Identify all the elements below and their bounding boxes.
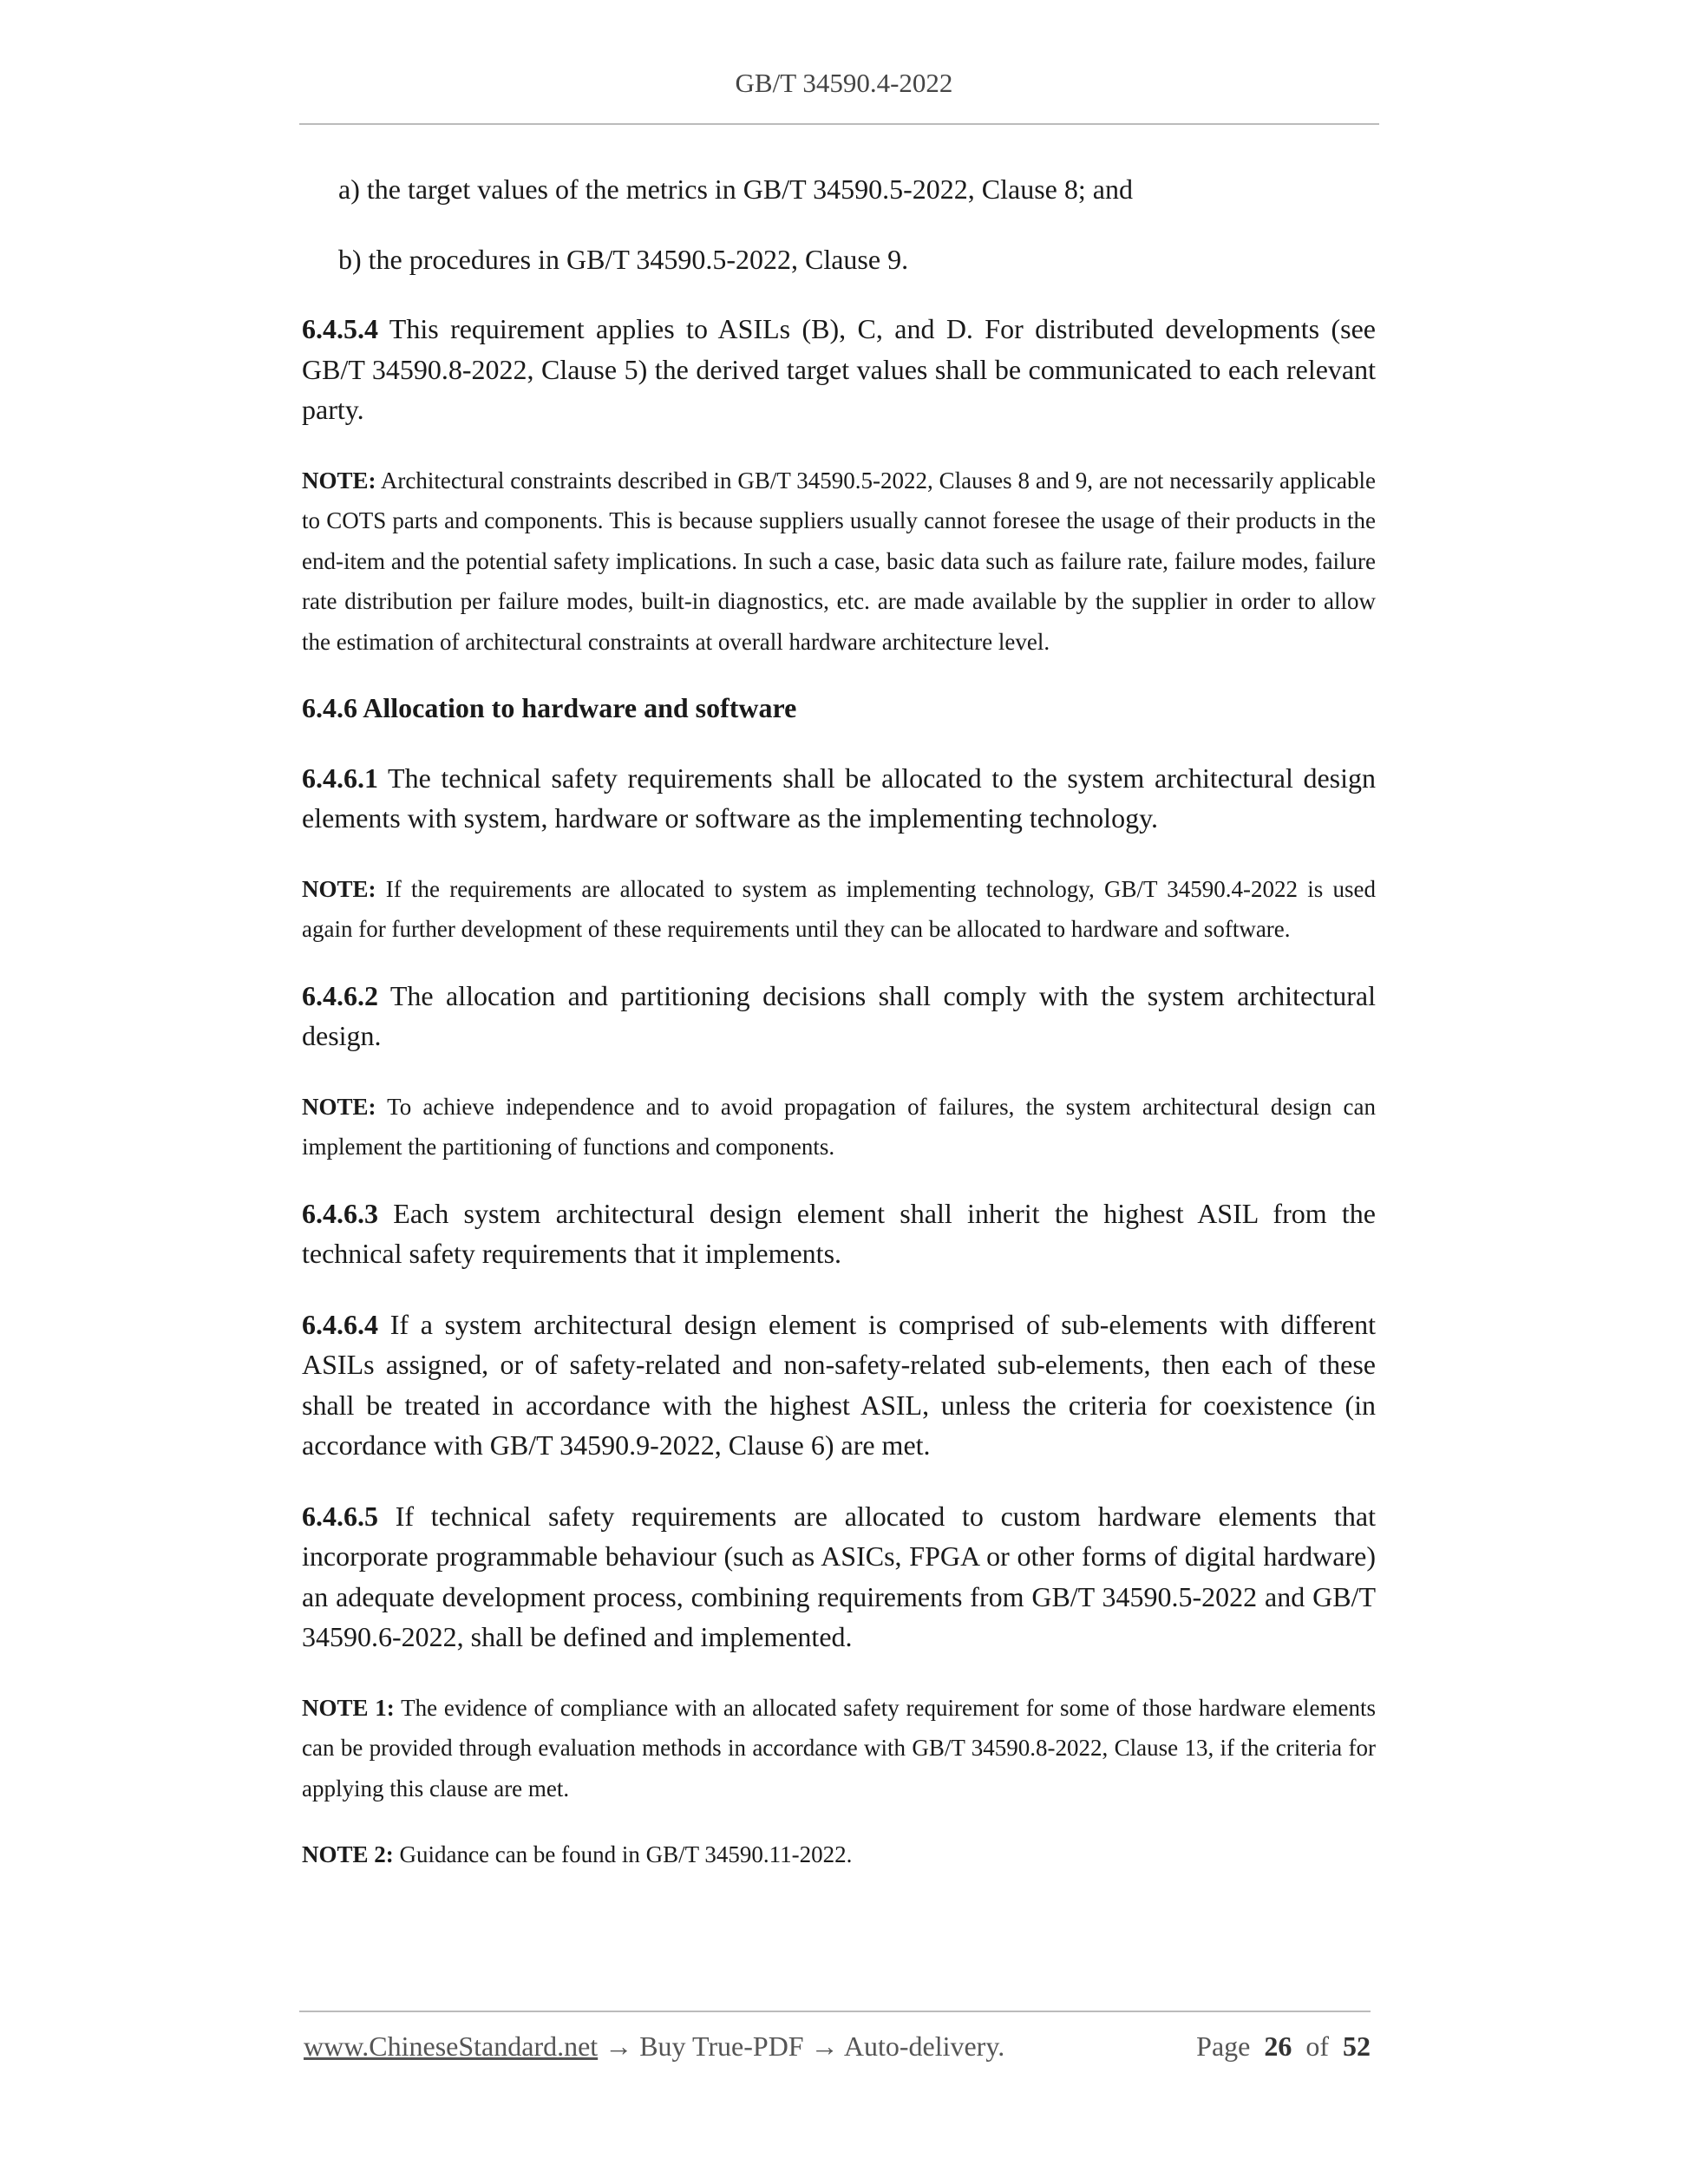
note-label: NOTE: <box>302 875 376 902</box>
note-allocated-to-system <box>302 869 1376 950</box>
note-text: To achieve independence and to avoid propagation of failures, the system architectural design can implement the partitioning of functions and components. <box>302 1093 1376 1160</box>
list-item-b: b) the procedures in GB/T 34590.5-2022, Clause 9. <box>338 243 909 275</box>
clause-text: If technical safety requirements are allocated to custom hardware elements that incorporate programmable behaviour (such as ASICs, FPGA or other forms of digital hardware) an adequate development process, combining requirements from GB/T 34590.5-2022 and GB/T 34590.6-2022, shall be defined and implemented. <box>302 1500 1376 1652</box>
note-label: NOTE: <box>302 467 376 494</box>
page-content <box>302 169 1376 1901</box>
footer-promo <box>304 2030 1004 2063</box>
note-architectural-constraints <box>302 461 1376 663</box>
clause-text: The technical safety requirements shall be allocated to the system architectural design elements with system, hardware or software as the implementing technology. <box>302 762 1376 834</box>
clause-6-4-5-4 <box>302 309 1376 430</box>
clause-text: This requirement applies to ASILs (B), C, and D. For distributed developments (see GB/T 34590.8-2022, Clause 5) the derived target values shall be communicated to each relevant party. <box>302 313 1376 425</box>
page-indicator <box>1196 2030 1371 2063</box>
clause-6-4-6-4 <box>302 1305 1376 1466</box>
clause-number: 6.4.6.5 <box>302 1500 378 1532</box>
page-word: Page <box>1196 2030 1251 2062</box>
note-label: NOTE 2: <box>302 1841 394 1867</box>
footer <box>304 2030 1371 2069</box>
note-text: Guidance can be found in GB/T 34590.11-2022. <box>393 1841 853 1867</box>
clause-6-4-6-5 <box>302 1496 1376 1658</box>
note-label: NOTE: <box>302 1093 376 1120</box>
note-1-evidence-of-compliance <box>302 1688 1376 1809</box>
website-link[interactable]: www.ChineseStandard.net <box>304 2030 599 2062</box>
section-heading-6-4-6: 6.4.6 Allocation to hardware and software <box>302 692 797 723</box>
clause-number: 6.4.6.2 <box>302 979 378 1011</box>
page-total: 52 <box>1343 2030 1371 2062</box>
clause-text: Each system architectural design element shall inherit the highest ASIL from the technical safety requirements that it implements. <box>302 1197 1376 1269</box>
list-item-a: a) the target values of the metrics in GB/T 34590.5-2022, Clause 8; and <box>338 173 1133 205</box>
note-text: The evidence of compliance with an allocated safety requirement for some of those hardware elements can be provided through evaluation methods in accordance with GB/T 34590.8-2022, Clause 13, if the criteria for applying this clause are met. <box>302 1694 1377 1801</box>
header-rule <box>299 123 1379 125</box>
clause-number: 6.4.5.4 <box>302 313 378 344</box>
clause-6-4-6-3 <box>302 1193 1376 1274</box>
note-text: If the requirements are allocated to system as implementing technology, GB/T 34590.4-2022 is used again for further development of these requirements until they can be allocated to hardware and software. <box>302 875 1376 942</box>
clause-6-4-6-1 <box>302 758 1376 839</box>
footer-promo-text: → Buy True-PDF → Auto-delivery. <box>598 2030 1005 2062</box>
header-title: GB/T 34590.4-2022 <box>735 68 953 98</box>
note-independence <box>302 1087 1376 1167</box>
footer-rule <box>299 2011 1371 2012</box>
clause-text: The allocation and partitioning decisions shall comply with the system architectural design. <box>302 979 1376 1051</box>
clause-number: 6.4.6.1 <box>302 762 378 794</box>
note-2-guidance <box>302 1834 1376 1875</box>
clause-number: 6.4.6.4 <box>302 1308 378 1340</box>
page-number: 26 <box>1264 2030 1292 2062</box>
clause-text: If a system architectural design element is comprised of sub-elements with different ASILs assigned, or of safety-related and non-safety-related sub-elements, then each of these shall be treated in accordance with the highest ASIL, unless the criteria for coexistence (in accordance with GB/T 34590.9-2022, Clause 6) are met. <box>302 1308 1376 1461</box>
clause-6-4-6-2 <box>302 976 1376 1056</box>
note-text: Architectural constraints described in GB/T 34590.5-2022, Clauses 8 and 9, are not necessarily applicable to COTS parts and components. This is because suppliers usually cannot foresee the usage of their products in the end-item and the potential safety implications. In such a case, basic data such as failure rate, failure modes, failure rate distribution per failure modes, built-in diagnostics, etc. are made available by the supplier in order to allow the estimation of architectural constraints at overall hardware architecture level. <box>302 467 1376 655</box>
note-label: NOTE 1: <box>302 1694 395 1721</box>
of-word: of <box>1305 2030 1329 2062</box>
clause-number: 6.4.6.3 <box>302 1197 378 1229</box>
